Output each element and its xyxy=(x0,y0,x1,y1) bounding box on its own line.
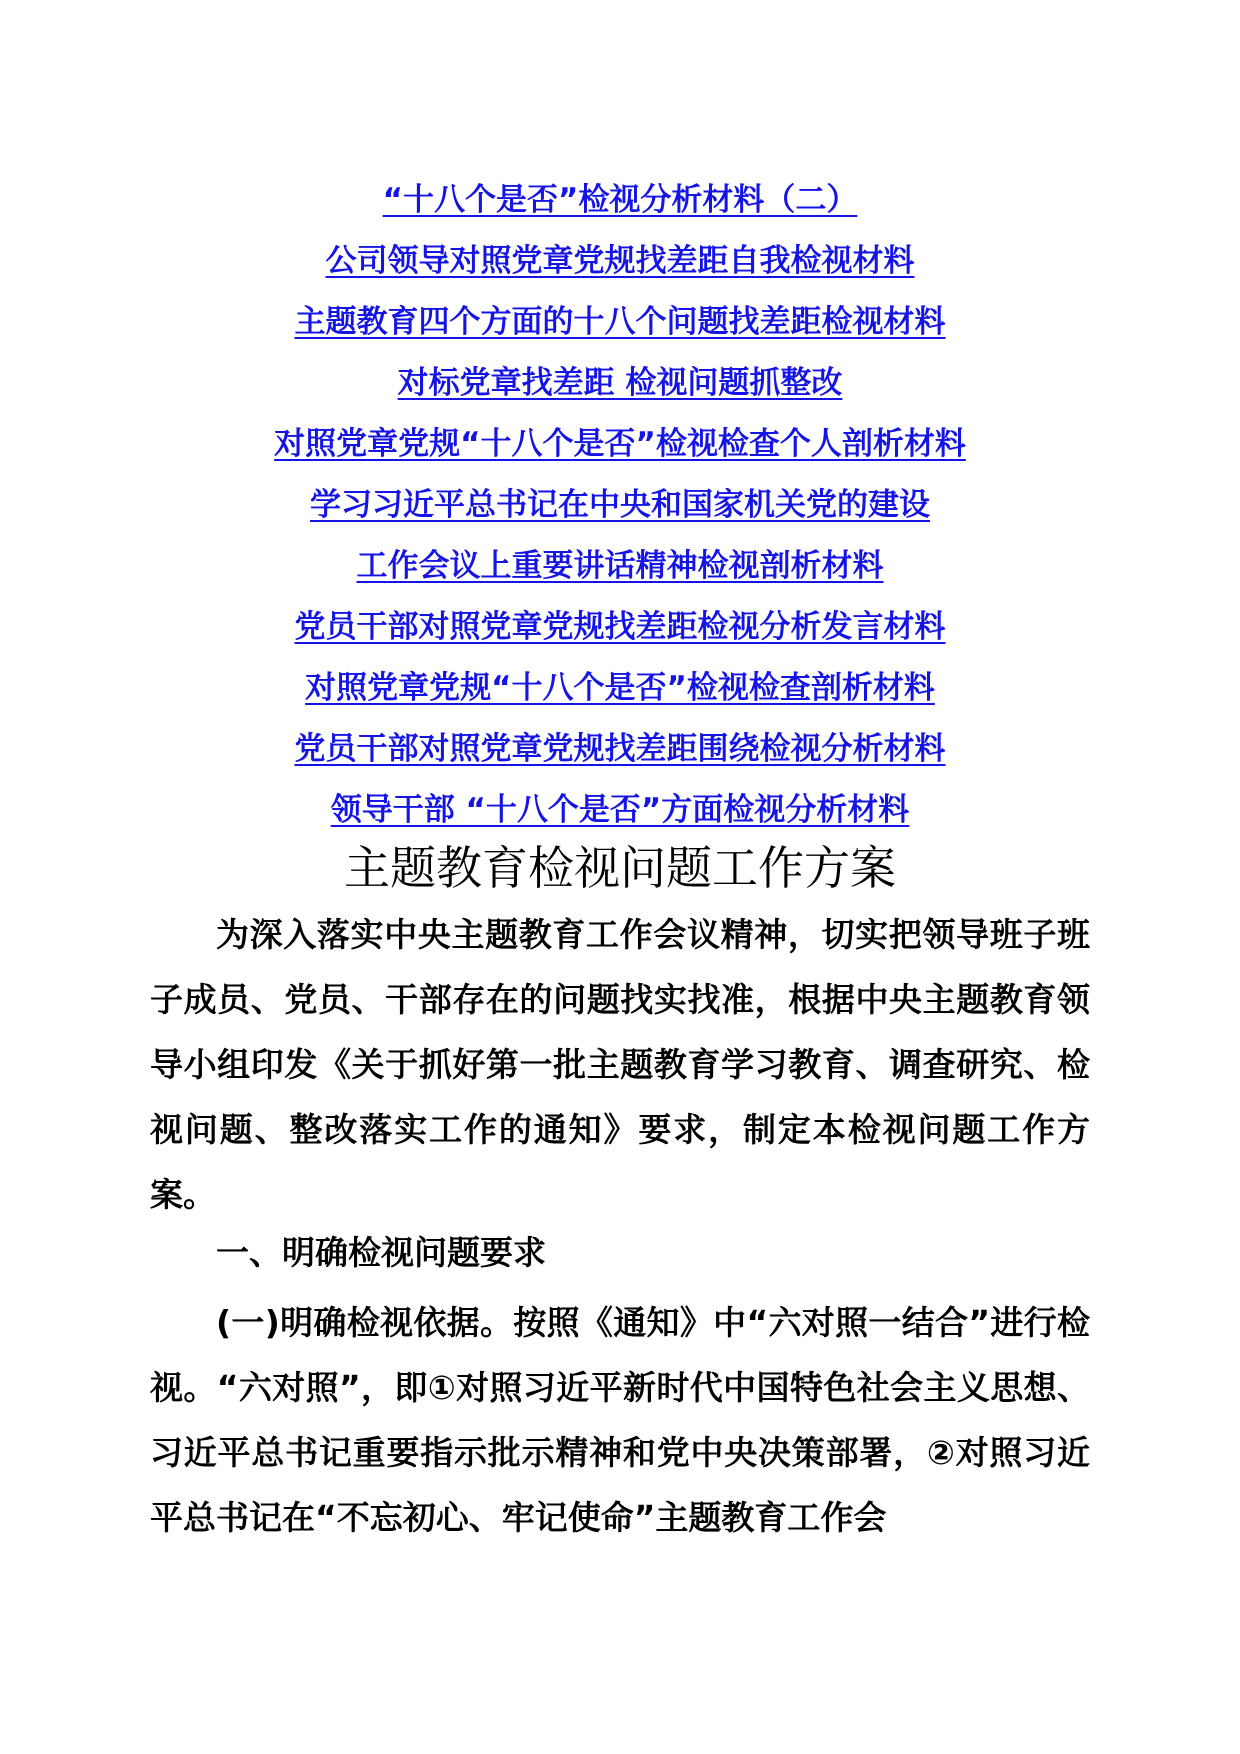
related-link-2[interactable]: 公司领导对照党章党规找差距自我检视材料 xyxy=(325,243,915,279)
related-link-5[interactable]: 对照党章党规“十八个是否”检视检查个人剖析材料 xyxy=(274,426,966,462)
related-link-3[interactable]: 主题教育四个方面的十八个问题找差距检视材料 xyxy=(294,304,946,340)
section-paragraph: (一)明确检视依据。按照《通知》中“六对照一结合”进行检视。“六对照”，即①对照习近平新时代中国特色社会主义思想、习近平总书记重要指示批示精神和党中央决策部署，②对照习近平总书记在“不忘初心、牢记使命”主题教育工作会 xyxy=(150,1303,1090,1537)
section-heading: 一、明确检视问题要求 xyxy=(216,1233,546,1272)
related-link-6[interactable]: 学习习近平总书记在中央和国家机关党的建设 xyxy=(310,487,930,523)
related-link-1[interactable]: “十八个是否”检视分析材料（二） xyxy=(382,182,858,218)
related-link-10[interactable]: 党员干部对照党章党规找差距围绕检视分析材料 xyxy=(294,731,946,767)
related-link-9[interactable]: 对照党章党规“十八个是否”检视检查剖析材料 xyxy=(305,670,935,706)
related-links-list xyxy=(0,170,1240,841)
related-link-4[interactable]: 对标党章找差距 检视问题抓整改 xyxy=(397,365,843,401)
intro-paragraph: 为深入落实中央主题教育工作会议精神，切实把领导班子班子成员、党员、干部存在的问题找实找准，根据中央主题教育领导小组印发《关于抓好第一批主题教育学习教育、调查研究、检视问题、整改落实工作的通知》要求，制定本检视问题工作方案。 xyxy=(150,915,1090,1214)
related-link-7[interactable]: 工作会议上重要讲话精神检视剖析材料 xyxy=(356,548,884,584)
related-link-8[interactable]: 党员干部对照党章党规找差距检视分析发言材料 xyxy=(294,609,946,645)
document-title: 主题教育检视问题工作方案 xyxy=(344,841,896,895)
related-link-11[interactable]: 领导干部 “十八个是否”方面检视分析材料 xyxy=(330,792,910,828)
